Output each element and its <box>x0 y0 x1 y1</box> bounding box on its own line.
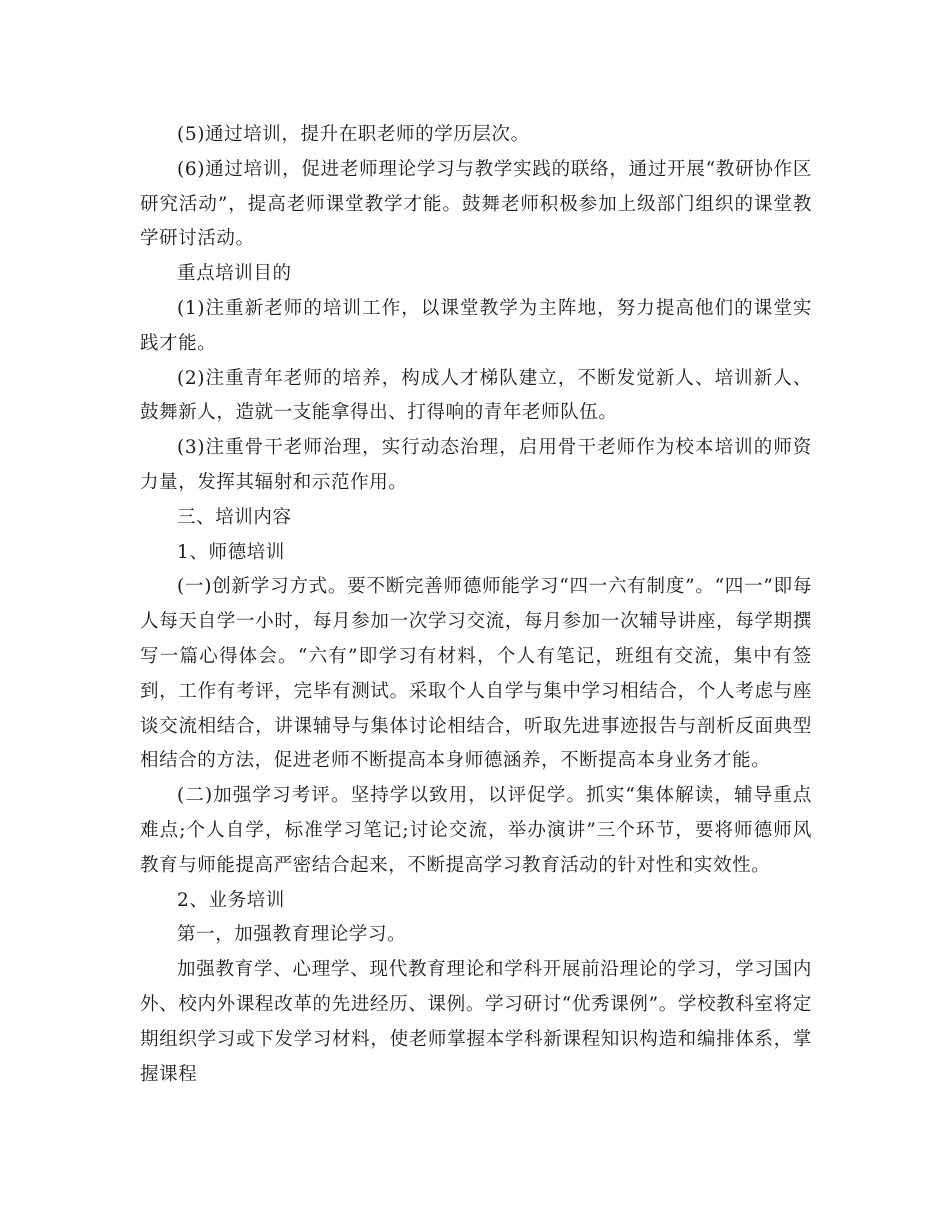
section-heading-training-content: 三、培训内容 <box>177 506 292 528</box>
paragraph-goal-2: (2)注重青年老师的培养，构成人才梯队建立，不断发觉新人、培训新人、鼓舞新人，造就一支能拿得出、打得响的青年老师队伍。 <box>140 367 812 424</box>
paragraph-business-theory: 加强教育学、心理学、现代教育理论和学科开展前沿理论的学习，学习国内外、校内外课程改革的先进经历、课例。学习研讨“优秀课例”。学校教科室将定期组织学习或下发学习材料，使老师掌握本学科新课程知识构造和编排体系，掌握课程 <box>140 959 812 1085</box>
paragraph-ethics-1: (一)创新学习方式。要不断完善师德师能学习“四一六有制度”。“四一”即每人每天自学一小时，每月参加一次学习交流，每月参加一次辅导讲座，每学期撰写一篇心得体会。“六有”即学习有材料，个人有笔记，班组有交流，集中有签到，工作有考评，完毕有测试。采取个人自学与集中学习相结合，个人考虑与座谈交流相结合，讲课辅导与集体讨论相结合，听取先进事迹报告与剖析反面典型相结合的方法，促进老师不断提高本身师德涵养，不断提高本身业务才能。 <box>140 576 812 772</box>
paragraph-ethics-2: (二)加强学习考评。坚持学以致用，以评促学。抓实“集体解读，辅导重点难点;个人自学，标准学习笔记;讨论交流，举办演讲”三个环节，要将师德师风教育与师能提高严密结合起来，不断提高学习教育活动的针对性和实效性。 <box>140 785 812 876</box>
paragraph-goal-1: (1)注重新老师的培训工作，以课堂教学为主阵地，努力提高他们的课堂实践才能。 <box>140 297 812 354</box>
paragraph-goal-3: (3)注重骨干老师治理，实行动态治理，启用骨干老师作为校本培训的师资力量，发挥其辐射和示范作用。 <box>140 437 812 493</box>
paragraph-training-item-6: (6)通过培训，促进老师理论学习与教学实践的联络，通过开展“教研协作区研究活动”，提高老师课堂教学才能。鼓舞老师积极参加上级部门组织的课堂教学研讨活动。 <box>140 158 812 250</box>
subheading-business-training: 2、业务培训 <box>177 889 285 911</box>
paragraph-business-first: 第一，加强教育理论学习。 <box>177 924 407 946</box>
subheading-ethics-training: 1、师德培训 <box>177 541 285 563</box>
section-heading-key-goals: 重点培训目的 <box>177 263 292 285</box>
document-body <box>140 118 812 1092</box>
paragraph-training-item-5: (5)通过培训，提升在职老师的学历层次。 <box>177 124 530 145</box>
